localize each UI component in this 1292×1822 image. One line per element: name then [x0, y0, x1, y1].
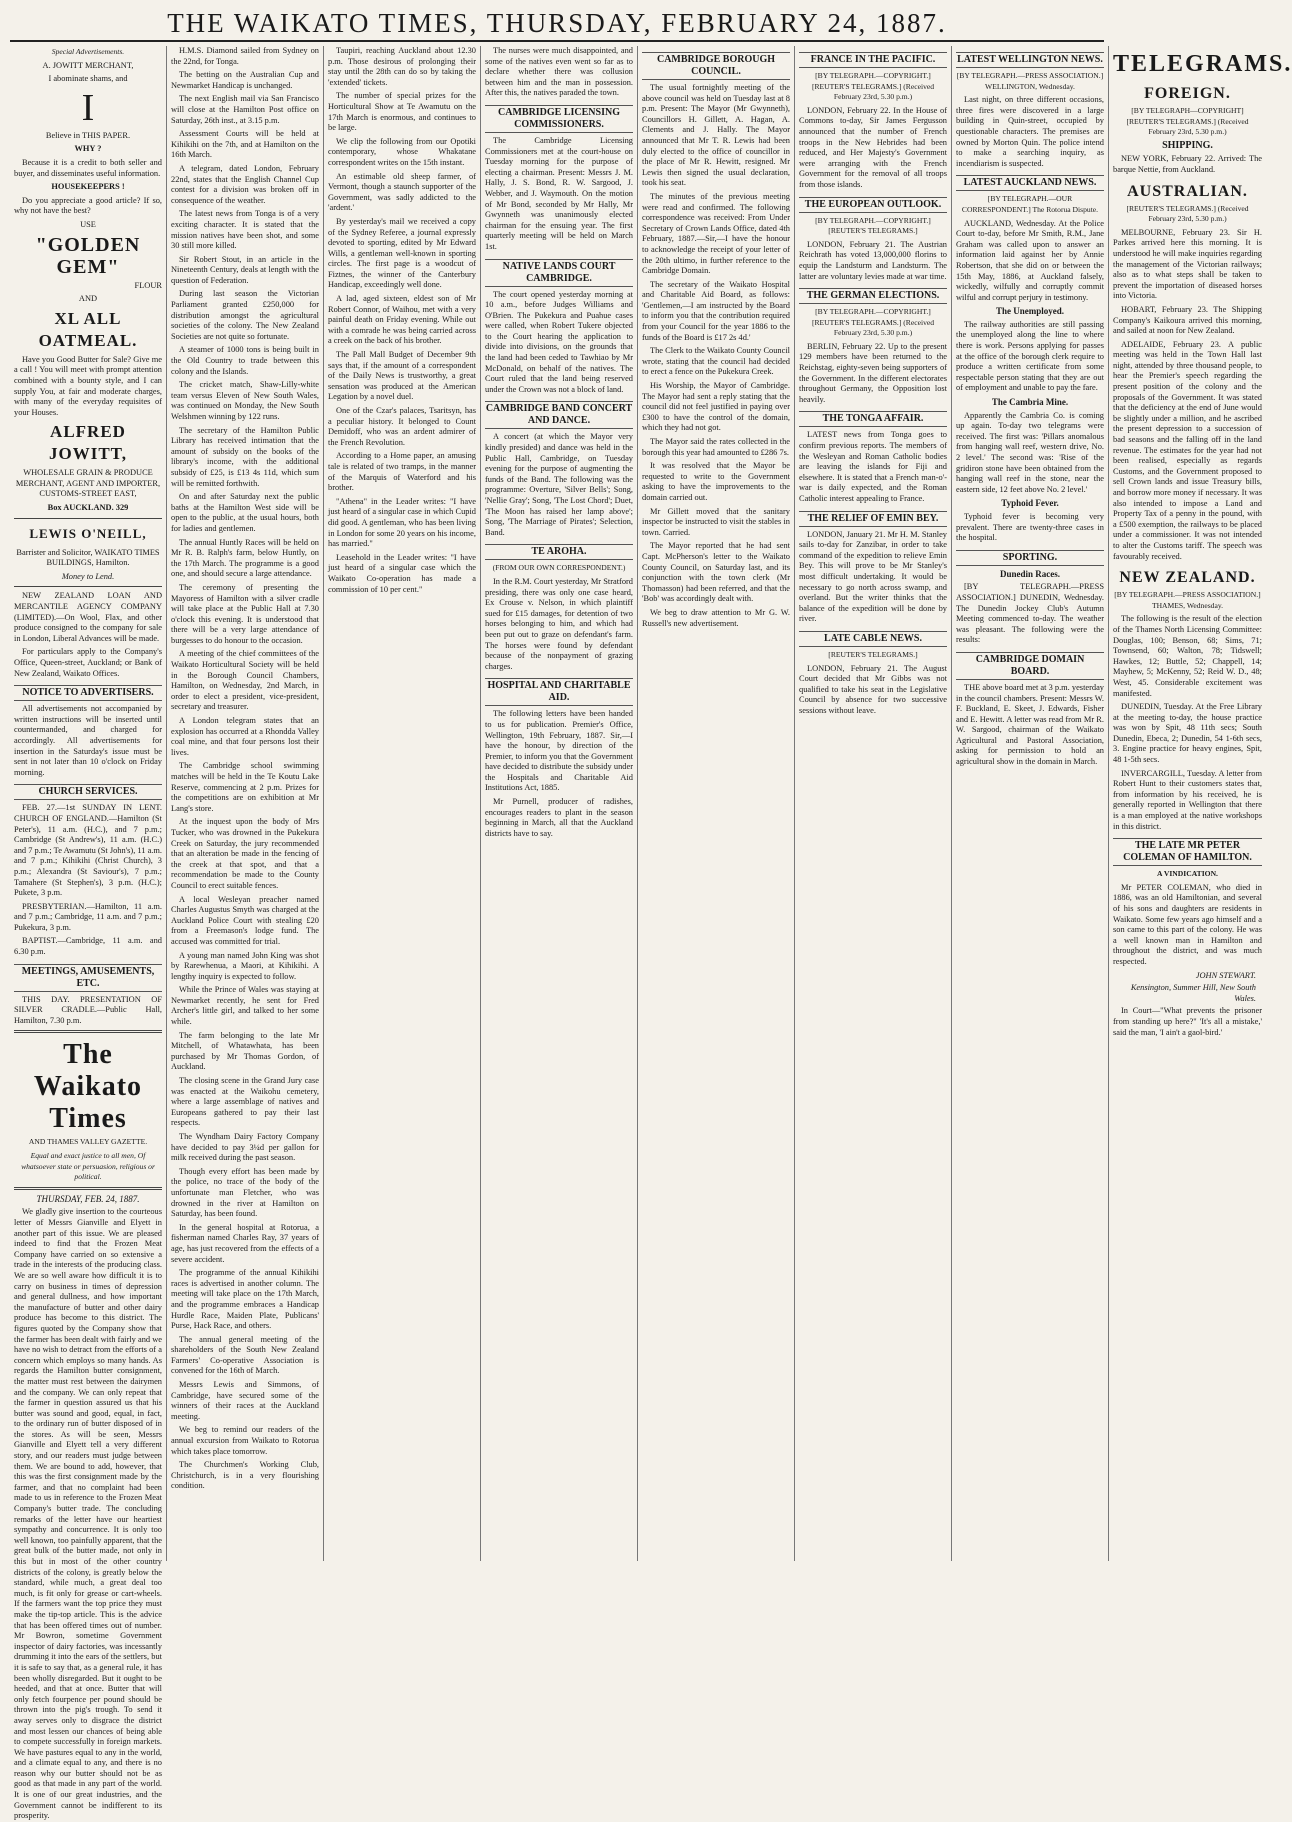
church-text: FEB. 27.—1st SUNDAY IN LENT. CHURCH OF ENGLAND.—Hamilton (St Peter's), 11 a.m. (H.C.), and 7 p.m.; Cambridge (St Andrew's), 11 a.m. (H.C.) and 7 p.m.; Te Awamutu (St John's), 11 a.m. and 7 p.m.; Kihikihi (Christ Church), 3 p.m.; Alexandra (St Saviour's), 7 p.m.; Tamahere (St Stephen's), 3 p.m. (H.C.); Pukete, 3 p.m.: [14, 803, 162, 898]
column-6: [795, 46, 952, 1561]
waikato-county: The Clerk to the Waikato County Council wrote, stating that the council had decided to erect a fence on the Pukekura Creek.: [642, 346, 790, 377]
nz-loan-ad: NEW ZEALAND LOAN AND MERCANTILE AGENCY COMPANY (LIMITED).—On Wool, Flax, and other produce consigned to the company for sale in London, Liberal Advances will be made.: [14, 591, 162, 643]
te-aroha-heading: TE AROHA.: [485, 544, 633, 560]
column-1: [10, 46, 167, 1821]
relief-article: LONDON, January 21. Mr H. M. Stanley sails to-day for Zanzibar, in order to take command of the expedition to relieve Emin Bey. This will prove to be Mr Stanley's most difficult undertaking. It would be necessary to go north across swamp, and overland. But the writer thinks that the balance of the expedition will be done by river.: [799, 529, 947, 624]
news-item: We clip the following from our Opotiki contemporary, whose Whakatane correspondent writes on the 15th instant.: [328, 136, 476, 167]
relief-heading: THE RELIEF OF EMIN BEY.: [799, 511, 947, 527]
news-item: The next English mail via San Francisco will close at the Hamilton Post office on Saturday, 26th inst., at 3.15 p.m.: [171, 94, 319, 125]
late-cable-article: LONDON, February 21. The August Court decided that Mr Gibbs was not qualified to take his seat in the Legislative Council by absence for two successive sessions without leave.: [799, 663, 947, 715]
news-item: Mr Purnell, producer of radishes, encourages readers to plant in the season beginning in March, all that the Auckland districts have to say.: [485, 797, 633, 838]
and-line: AND: [78, 294, 98, 304]
column-3: [324, 46, 481, 1561]
column-8: [1109, 46, 1292, 1561]
health-item: Mr Gillett moved that the sanitary inspector be instructed to visit the stables in town. Carried.: [642, 506, 790, 537]
church-heading: CHURCH SERVICES.: [14, 784, 162, 800]
shipping-article: NEW YORK, February 22. Arrived: The barque Nettie, from Auckland.: [1113, 154, 1262, 174]
foreign-heading: FOREIGN.: [1144, 85, 1231, 102]
licensing-heading: CAMBRIDGE LICENSING COMMISSIONERS.: [485, 105, 633, 133]
news-item: The betting on the Australian Cup and Newmarket Handicap is unchanged.: [171, 70, 319, 90]
paper-title: The Waikato Times: [33, 1039, 143, 1135]
invercargill-article: INVERCARGILL, Tuesday. A letter from Robert Hunt to their customers states that, from information by his received, he is generally reported in Wellington that there is a man employed at the native workshops in this district.: [1113, 768, 1262, 831]
news-item: An estimable old sheep farmer, of Vermont, though a staunch supporter of the Government, was sadly addicted to the 'ardent.': [328, 171, 476, 213]
news-item: H.M.S. Diamond sailed from Sydney on the 22nd, for Tonga.: [171, 46, 319, 66]
australian-heading: AUSTRALIAN.: [1127, 182, 1248, 200]
news-item: We beg to remind our readers of the annual excursion from Waikato to Rotorua which takes place tomorrow.: [171, 1425, 319, 1456]
nz-loan-ad-2: For particulars apply to the Company's Office, Queen-street, Auckland; or Bank of New Zealand, Waikato Offices.: [14, 647, 162, 678]
thames-article: The following is the result of the election of the Thames North Licensing Committee: Douglas, 100; Benson, 68; Sims, 71; Townsend, 60; Walton, 78; Tidswell; Hawkes, 12; Buttle, 52; Chappell, 14; Mayhew, 5; McKenny, 52; Reid W. D., 48; West, 45. Considerable excitement was manifested.: [1113, 614, 1262, 698]
borough-article: The usual fortnightly meeting of the above council was held on Tuesday last at 8 p.m. Present: The Mayor (Mr Gwynneth), Councillors H. Gillett, A. Hagan, A. Clements and J. Hally. The Mayor announced that Mr T. R. Lewis had been duly elected to the office of councillor in the place of Mr R. Hewitt, resigned. Mr Lewis then signed the usual declaration, took his seat.: [642, 83, 790, 188]
column-2: [167, 46, 324, 1561]
german-sub: [BY TELEGRAPH.—COPYRIGHT.] [REUTER'S TELEGRAMS.] (Received February 23rd, 5.30 p.m.): [811, 307, 935, 338]
cambria-heading: The Cambria Mine.: [991, 397, 1069, 408]
butter-text: Have you Good Butter for Sale? Give me a call ! You will meet with prompt attention combined with a bounty style, and I can supply You, at fair and moderate charges, with many of the everyday requisites of your Houses.: [14, 354, 162, 417]
dunedin-heading: Dunedin Races.: [999, 568, 1060, 579]
divider: [14, 518, 162, 519]
nottingham-item: It was resolved that the Mayor be requested to write to the Government asking to have the improvements to the domain carried out.: [642, 461, 790, 502]
meetings-text: THIS DAY. PRESENTATION OF SILVER CRADLE.—Public Hall, Hamilton, 7.30 p.m.: [14, 994, 162, 1025]
news-item: Messrs Lewis and Simmons, of Cambridge, have secured some of the winners of their races at the Auckland meeting.: [171, 1380, 319, 1421]
correspondence: The minutes of the previous meeting were read and confirmed. The following correspondence was received: From Under Secretary of Crown Lands Office, dated 4th February, 1887.—Sir,—I have the honour to acknowledge the receipt of your letter of the 20th ultimo, in further reference to the Cambridge Domain.: [642, 191, 790, 276]
hospital-heading: HOSPITAL AND CHARITABLE AID.: [485, 678, 633, 706]
wellington-heading: LATEST WELLINGTON NEWS.: [956, 52, 1104, 68]
column-5: [638, 46, 795, 1561]
news-item: The Cambridge school swimming matches will be held in the Te Koutu Lake Reserve, commencing at 2 p.m. Prizes for the competitions are on exhibition at Mr Lang's store.: [171, 761, 319, 813]
news-item: On and after Saturday next the public baths at the Hamilton West side will be open to the public, at the usual hours, both for ladies and gentlemen.: [171, 492, 319, 533]
jowitt-line: A. JOWITT MERCHANT,: [42, 60, 134, 70]
columns: [10, 46, 1292, 1821]
news-item: Leasehold in the Leader writes: "I have just heard of a singular case which the Waikato Co-operation has made a commission of 10 per cent.": [328, 552, 476, 594]
news-item: "Athena" in the Leader writes: "I have just heard of a singular case in which Cupid did good. A gentleman, who has been living in London for some 20 years on his income, has married.": [328, 496, 476, 549]
tonga-heading: THE TONGA AFFAIR.: [799, 411, 947, 427]
melbourne-article: MELBOURNE, February 23. Sir H. Parkes arrived here this morning. It is understood he will make inquiries regarding the management of the Victorian railways; also as to what steps shall be taken to prevent the importation of diseased horses into Victoria.: [1113, 227, 1262, 301]
golden-gem: "GOLDEN GEM": [35, 233, 141, 278]
vindication-heading: A VINDICATION.: [1157, 869, 1218, 879]
european-heading: THE EUROPEAN OUTLOOK.: [799, 197, 947, 213]
domain-article: THE above board met at 3 p.m. yesterday in the council chambers. Present: Messrs W. F. Buckland, E. Skeet, J. Edwards, Fisher and E. Hewitt. A letter was read from Mr R. W. Sargood, chairman of the Waikato Agricultural and Pastoral Association, asking for permission to hold an agricultural show in the domain in March.: [956, 682, 1104, 767]
news-item: The number of special prizes for the Horticultural Show at Te Awamutu on the 17th March is enormous, and continues to be large.: [328, 91, 476, 133]
european-article: LONDON, February 21. The Austrian Reichrath has voted 13,000,000 florins to equip the Landsturm and Landsturm. The latter are voluntary levies made at war time.: [799, 239, 947, 281]
notice-text: All advertisements not accompanied by written instructions will be inserted until countermanded, and charged for accordingly. All advertisements for insertion in the Saturday's issue must be sent in not later than 10 o'clock on Friday morning.: [14, 704, 162, 777]
closing-item: In Court—"What prevents the prisoner from standing up here?" 'It's all a mistake,' said the man, 'I ain't a gaol-bird.': [1113, 1006, 1262, 1037]
news-item: The ceremony of presenting the Mayoress of Hamilton with a silver cradle will take place at the Public Hall at 7.30 o'clock this evening. It is understood that there will be a very large attendance of burgesses to do honour to the occasion.: [171, 582, 319, 645]
european-sub: [BY TELEGRAPH.—COPYRIGHT.] [REUTER'S TELEGRAMS.]: [815, 215, 931, 236]
news-item: A London telegram states that an explosion has occurred at a Rhondda Valley coal mine, and that four persons lost their lives.: [171, 716, 319, 757]
france-article: LONDON, February 22. In the House of Commons to-day, Sir James Fergusson announced that the number of French troops in the New Hebrides had been reduced, and Her Majesty's Government were arranging with the French Government for the removal of all troops from those islands.: [799, 105, 947, 189]
news-item: The Pall Mall Budget of December 9th says that, if the amount of a correspondent of the Daily News is trustworthy, a great sensation was produced at the American Legation by a novel duel.: [328, 350, 476, 402]
news-item: The annual general meeting of the shareholders of the South New Zealand Farmers' Co-operative Association is convened for the 16th of March.: [171, 1334, 319, 1376]
wellington-sub: [BY TELEGRAPH.—PRESS ASSOCIATION.] WELLINGTON, Wednesday.: [956, 71, 1104, 91]
news-item: A young man named John King was shot by Rarewhenua, a Maori, at Kihikihi. A lengthy inquiry is expected to follow.: [171, 950, 319, 981]
housekeepers: HOUSEKEEPERS !: [51, 182, 125, 192]
news-item: At the inquest upon the body of Mrs Tucker, who was drowned in the Pukekura Creek on Saturday, the jury recommended that an alteration be made in the fencing of the creek at that spot, and that a recommendation be made to the County Council to erect suitable fences.: [171, 817, 319, 890]
hospital-article: The following letters have been handed to us for publication. Premier's Office, Wellington, 19th February, 1887. Sir,—I have the honour, by direction of the Premier, to inform you that the Government have decided to distribute the subsidy under the Hospitals and Charitable Aid Institutions Act, 1885.: [485, 709, 633, 793]
news-item: The cricket match, Shaw-Lilly-white team versus Eleven of New South Wales, was continued on Monday, the New South Welshmen winning by 122 runs.: [171, 380, 319, 421]
closing-item: We beg to draw attention to Mr G. W. Russell's new advertisement.: [642, 607, 790, 628]
news-item: A steamer of 1000 tons is being built in the Old Country to trade between this colony and the Islands.: [171, 345, 319, 376]
paper-subtitle: AND THAMES VALLEY GAZETTE.: [28, 1137, 148, 1147]
news-item: A telegram, dated London, February 22nd, states that the English Channel Cup contest for a division was broken off in consequence of the weather.: [171, 163, 319, 205]
news-item: According to a Home paper, an amusing tale is related of two tramps, in the manner of the Marquis of Waterford and his brother.: [328, 451, 476, 493]
special-ads-heading: Special Advertisements.: [51, 47, 125, 56]
shipping-heading: SHIPPING.: [1162, 139, 1213, 151]
news-item: While the Prince of Wales was staying at Newmarket recently, he sent for Fred Archer's little girl, and talked to her some while.: [171, 985, 319, 1027]
te-aroha-article: In the R.M. Court yesterday, Mr Stratford presiding, there was only one case heard, Ex Crouse v. Nelson, in which plaintiff sued for £15 damages, for detention of two horses belonging to him, and which had been put out to graze on defendant's farm. The horses were found by defendant because of the nonpayment of grazing charges.: [485, 576, 633, 671]
sporting-heading: SPORTING.: [956, 550, 1104, 566]
news-item: The nurses were much disappointed, and some of the natives even went so far as to declare whether there was collusion between him and the man in possession. After this, the natives paraded the town.: [485, 46, 633, 98]
news-item: The programme of the annual Kihikihi races is advertised in another column. The meeting will take place on the 17th March, and the programme embraces a Handicap Hurdle Race, Maiden Plate, Publicans' Purse, Hack Race, and others.: [171, 1268, 319, 1331]
france-sub: [BY TELEGRAPH.—COPYRIGHT.] [REUTER'S TELEGRAMS.] (Received February 23rd, 5.30 p.m.): [811, 71, 935, 102]
news-item: By yesterday's mail we received a copy of the Sydney Referee, a journal expressly devoted to sporting, edited by Mr Edward Wills, a gentleman well-known in sporting circles. The first page is a woodcut of Fiztnes, the winner of the Canterbury Handicap, exceedingly well done.: [328, 216, 476, 290]
australian-sub: [REUTER'S TELEGRAMS.] (Received February 23rd, 5.30 p.m.): [1126, 203, 1249, 224]
column-7: [952, 46, 1109, 1561]
domain-heading: CAMBRIDGE DOMAIN BOARD.: [956, 652, 1104, 680]
alfred-jowitt: ALFRED JOWITT,: [48, 422, 127, 464]
news-item: Though every effort has been made by the police, no trace of the body of the unfortunate man Fletcher, who was drowned in the river at Hamilton on Saturday, has been found.: [171, 1166, 319, 1219]
wellington-article: Last night, on three different occasions, three fires were discovered in a large building in Quin-street, occupied by questionable characters. The premises are owned by Morton Quin. The police intend to make a searching inquiry, as incendiarism is suspected.: [956, 95, 1104, 168]
late-cable-heading: LATE CABLE NEWS.: [799, 631, 947, 647]
column-4: [481, 46, 638, 1561]
native-lands-heading: NATIVE LANDS COURT CAMBRIDGE.: [485, 259, 633, 287]
box-line: Box AUCKLAND. 329: [47, 503, 129, 513]
divider: [14, 1030, 162, 1033]
news-item: A meeting of the chief committees of the Waikato Horticultural Society will be held in the Borough Council Chambers, Hamilton, on Wednesday, 2nd March, in order to elect a president, vice-president, secretary and treasurer.: [171, 649, 319, 712]
nz-heading: NEW ZEALAND.: [1119, 569, 1256, 587]
news-item: The Wyndham Dairy Factory Company have decided to pay 3¼d per gallon for milk received during the past season.: [171, 1132, 319, 1163]
adelaide-article: ADELAIDE, February 23. A public meeting was held in the Town Hall last night, attended by three thousand people, to hear the Premier's speech regarding the present position of the colony and the proposals of the Government. It was stated that the deficiency at the end of June would be slightly under a million, and he ascribed the present depression to a succession of bad seasons and the falling off in the land revenue. The estimates for the year had not been realised, especially as regards Customs, and the Government proposed to sell Crown lands and issue Treasury bills, and borrow more money if necessary. It was also intended to impose a Land and Property Tax of a penny in the pound, with a £500 exemption, the railways to be placed under a commissioner. It was not intended to alter the Customs tariff. The speech was favourably received.: [1113, 339, 1262, 561]
flour-line: FLOUR: [134, 280, 162, 290]
news-item: The closing scene in the Grand Jury case was enacted at the Waikohu cemetery, where a large assemblage of natives and Europeans gathered to pay their last respects.: [171, 1076, 319, 1128]
news-item: Sir Robert Stout, in an article in the Nineteenth Century, deals at length with the question of Federation.: [171, 254, 319, 285]
signature: JOHN STEWART.: [1195, 970, 1256, 980]
foreign-sub: [BY TELEGRAPH—COPYRIGHT] [REUTER'S TELEGRAMS.] (Received February 23rd, 5.30 p.m.): [1126, 106, 1249, 137]
auckland-heading: LATEST AUCKLAND NEWS.: [956, 175, 1104, 191]
alfred-sub: WHOLESALE GRAIN & PRODUCE MERCHANT, AGENT AND IMPORTER, CUSTOMS-STREET EAST,: [15, 468, 161, 499]
church-text-2: PRESBYTERIAN.—Hamilton, 11 a.m. and 7 p.m.; Cambridge, 11 a.m. and 7 p.m.; Pukekura, 3 p.m.: [14, 901, 162, 932]
native-lands-article: The court opened yesterday morning at 10 a.m., before Judges Williams and O'Brien. The Pukekura and Puahue cases were called, when Robert Tukere objected to the Court hearing the application to divide into divisions, on the grounds that the land had been ceded to Tawhiao by Mr McDonald, on behalf of the natives. The Court ruled that the land being reserved under the Crown was not a block of land.: [485, 289, 633, 394]
use-line: USE: [80, 219, 96, 229]
why-text: Because it is a credit to both seller and buyer, and disseminates useful information.: [14, 157, 162, 178]
motto: Equal and exact justice to all men, Of whatsoever state or persuasion, religious or political.: [21, 1151, 155, 1182]
money-line: Money to Lend.: [61, 571, 115, 581]
housekeepers-text: Do you appreciate a good article? If so, why not have the best?: [14, 195, 162, 216]
cambria-article: Apparently the Cambria Co. is coming up again. To-day two telegrams were received. The first was: 'Pillars anomalous from hanging wall reef, western drive, No. 2 level.' The second was: 'Rise of the gridiron stone have been obtained from the hanging wall reef in the stone, near the eastern side, 12 feet above No. 2 level.': [956, 410, 1104, 494]
news-item: The secretary of the Hamilton Public Library has received intimation that the amount of subsidy on the books of the library's income, with the additional subsidy of £25, is £13 4s 11d, which sum will be remitted forthwith.: [171, 425, 319, 488]
news-item: A lad, aged sixteen, eldest son of Mr Robert Connor, of Waihou, met with a very painful death on Friday evening. While out with a comrade he was being carried across a creek on the back of his brother.: [328, 294, 476, 346]
lewis-sub: Barrister and Solicitor, WAIKATO TIMES BUILDINGS, Hamilton.: [16, 547, 160, 568]
hospital-board: The secretary of the Waikato Hospital and Charitable Aid Board, as follows: 'Gentlemen,—I am instructed by the Board to inform you that the contribution required from your Council for the year 1886 to the funds of the Board is £17 2s 4d.': [642, 279, 790, 342]
german-article: BERLIN, February 22. Up to the present 129 members have been returned to the Reichstag, eighty-seven being supporters of the Government. In the different electorates throughout Germany, the Opposition lost heavily.: [799, 341, 947, 404]
france-heading: FRANCE IN THE PACIFIC.: [799, 52, 947, 68]
unemployed-heading: The Unemployed.: [995, 306, 1064, 317]
auckland-article: AUCKLAND, Wednesday. At the Police Court to-day, before Mr Smith, R.M., Jane Graham was called upon to answer an information laid against her by Annie Robertson, that she did on or between the 15th May, 1886, at Auckland falsely, wickedly, wilfully and corruptly commit wilful and corrupt perjury in testimony.: [956, 218, 1104, 302]
big-i: I: [81, 86, 95, 129]
news-item: Taupiri, reaching Auckland about 12.30 p.m. Those desirous of prolonging their stay until the 28th can do so by taking the 'extended' tickets.: [328, 46, 476, 87]
signature-place: Kensington, Summer Hill, New South Wales.: [1130, 983, 1256, 1003]
coleman-article: Mr PETER COLEMAN, who died in 1886, was an old Hamiltonian, and several of his sons and daughters are residents in Waikato. Some few years ago himself and a son came to this part of the colony. He was a well known man in Hamilton and throughout the district, and was much respected.: [1113, 882, 1262, 966]
typhoid-article: Typhoid fever is becoming very prevalent. There are twenty-three cases in the hospital.: [956, 511, 1104, 543]
te-aroha-sub: (FROM OUR OWN CORRESPONDENT.): [492, 563, 626, 573]
news-item: A local Wesleyan preacher named Charles Augustus Smyth was charged at the Auckland Police Court with stealing £20 from a Freemason's lodge fund. The accused was committed for trial.: [171, 894, 319, 946]
news-item: Assessment Courts will be held at Kihikihi on the 7th, and at Hamilton on the 16th March.: [171, 129, 319, 160]
lewis-oneill: LEWIS O'NEILL,: [29, 525, 147, 541]
late-cable-sub: [REUTER'S TELEGRAMS.]: [828, 649, 918, 659]
xl-oatmeal: XL ALL OATMEAL.: [38, 308, 138, 350]
church-text-3: BAPTIST.—Cambridge, 11 a.m. and 6.30 p.m.: [14, 936, 162, 957]
abominate-line: I abominate shams, and: [48, 74, 128, 84]
coleman-heading: THE LATE MR PETER COLEMAN OF HAMILTON.: [1113, 838, 1262, 866]
divider: [14, 586, 162, 587]
band-concert-heading: CAMBRIDGE BAND CONCERT AND DANCE.: [485, 401, 633, 429]
news-item: The Churchmen's Working Club, Christchurch, is in a very flourishing condition.: [171, 1460, 319, 1491]
german-heading: THE GERMAN ELECTIONS.: [799, 288, 947, 304]
borough-heading: CAMBRIDGE BOROUGH COUNCIL.: [642, 52, 790, 80]
hobart-article: HOBART, February 23. The Shipping Company's Kaikoura arrived this morning, and sailed at noon for New Zealand.: [1113, 304, 1262, 336]
masthead: THE WAIKATO TIMES, THURSDAY, FEBRUARY 24, 1887.: [10, 6, 1104, 42]
news-item: During last season the Victorian Parliament granted £250,000 for distribution amongst the agricultural societies of the colony. The New Zealand Societies are not quite so fortunate.: [171, 289, 319, 341]
news-item: In the general hospital at Rotorua, a fisherman named Charles Ray, 37 years of age, has just recovered from the effects of a severe accident.: [171, 1222, 319, 1264]
rates-item: The Mayor said the rates collected in the borough this year had amounted to £286 7s.: [642, 437, 790, 457]
news-item: One of the Czar's palaces, Tsaritsyn, has a peculiar history. It belonged to Count Demidoff, who was an ardent admirer of the French Revolution.: [328, 406, 476, 447]
mayor-item: His Worship, the Mayor of Cambridge. The Mayor had sent a reply stating that the council did not feel justified in paying over £300 to have the control of the domain, which they had not got.: [642, 381, 790, 433]
dunedin-nz-article: DUNEDIN, Tuesday. At the Free Library at the meeting to-day, the house practice was won by Spit, 48 11th secs; South Dunedin, Ebeca, 2; Dunedin, 54 1-6th secs, 3. Engine practice for heavy engines, Spit, 48 1-5th secs.: [1113, 702, 1262, 765]
why-line: WHY ?: [74, 144, 102, 154]
auckland-sub: [BY TELEGRAPH.—OUR CORRESPONDENT.] The Rotorua Dispute.: [961, 194, 1099, 214]
gas-item: The Mayor reported that he had sent Capt. McPherson's letter to the Waikato County Council, on Saturday last, and its conjunction with the town clerk (Mr Thomasson) had been referred, and that the 'Bob' was accordingly dealt with.: [642, 541, 790, 604]
licensing-article: The Cambridge Licensing Commissioners met at the court-house on Tuesday morning for the purpose of electing a chairman. Present: Messrs J. M. Hally, J. S. Bond, R. W. Sargood, J. Webber, and J. Waymouth. On the motion of Mr Bond, seconded by Mr Hally, Mr Gwynneth was unanimously elected chairman for the ensuing year. The first quarterly meeting will be held on March 1st.: [485, 135, 633, 251]
news-item: The farm belonging to the late Mr Mitchell, of Whatawhata, has been purchased by Mr Thomas Gordon, of Auckland.: [171, 1030, 319, 1072]
date-line: THURSDAY, FEB. 24, 1887.: [36, 1193, 140, 1204]
leader-article: We gladly give insertion to the courteous letter of Messrs Gianville and Elyett in another part of this issue. We are pleased indeed to find that the Frozen Meat Company have carried on so extensive a trade in the interests of the producing class. We are so well aware how difficult it is to carry on business in times of depression and general dullness, and how important the manufacture of butter and other dairy produce has become to this district. The figures quoted by the Company show that the farmer has been dealt with fairly and we have no wish to detract from the efforts of a concern which employs so many hands. As regards the Hamilton butter consignment, the matter must rest between the dairymen and the company. We can only repeat that the farmer in question assured us that his butter was sound and good, equal, in fact, to the ordinary run of butter disposed of in the stores. As will be seen, Messrs Gianville and Elyett tell a very different story, and our readers must judge between them. We are bound to add, however, that this was the first consignment made by the farmer, and that no complaint had been made to us in reference to the Frozen Meat Company's butter trade. The concluding remarks of the letter have our heartiest sympathy and concurrence. It is only too well known, too painfully apparent, that the great bulk of the butter made, not only in this but in most of the other country districts of the colony, is greatly below the standard, while much, a great deal too much, is fit only for grease or cart-wheels. If the farmers want the top price they must make the tip-top article. This is the advice that has been offered times out of number. Mr Bowron, sometime Government inspector of dairy factories, was incessantly drumming it into the ears of the settlers, but it is safe to say that, as a general rule, it has been wholly disregarded. But it ought to be heeded, and that at once. Butter that will only fetch fourpence per pound should be thrown into the pig's trough. To send it away serves only to disgrace the district and most lessen our chances of being able to compete successfully in foreign markets. We have pastures equal to any in the world, and a climate equal to any, and there is no reason why our butter should not be as good as that made in any part of the world. It is one of our great industries, and the Government cannot be indifferent to its prosperity.: [14, 1207, 162, 1821]
telegrams-heading: TELEGRAMS.: [1113, 51, 1292, 77]
band-concert-article: A concert (at which the Mayor very kindly presided) and dance was held in the Public Hall, Cambridge, on Tuesday evening for the purpose of augmenting the funds of the Band. The following was the programme: Overture, 'Silver Bells'; Song, 'Nellie Gray'; Song, 'The Lost Chord'; Duet, 'The Moon has raised her lamp above'; Song, 'The Marriage of Pirates'; Selection, Band.: [485, 432, 633, 537]
nz-sub: [BY TELEGRAPH.—PRESS ASSOCIATION.] THAMES, Wednesday.: [1114, 590, 1261, 610]
tonga-article: LATEST news from Tonga goes to confirm previous reports. The members of the Wesleyan and Roman Catholic bodies are leaving the islands for Fiji and elsewhere. It is stated that a French man-o'-war is daily expected, and the Roman Catholic interest appealing to France.: [799, 430, 947, 503]
divider: [14, 1187, 162, 1190]
typhoid-heading: Typhoid Fever.: [1001, 498, 1059, 509]
news-item: The annual Huntly Races will be held on Mr R. B. Ralph's farm, below Huntly, on the 17th March. The programme is a good one, and should secure a large attendance.: [171, 537, 319, 579]
dunedin-article: [BY TELEGRAPH.—PRESS ASSOCIATION.] DUNEDIN, Wednesday. The Dunedin Jockey Club's Autumn Meeting commenced to-day. The weather was pleasant. The following were the results:: [956, 582, 1104, 645]
news-item: The latest news from Tonga is of a very exciting character. It is stated that the mission natives have been shot, and some 30 still more killed.: [171, 209, 319, 251]
meetings-heading: MEETINGS, AMUSEMENTS, ETC.: [14, 964, 162, 992]
believe-line: Believe in THIS PAPER.: [45, 130, 131, 140]
notice-heading: NOTICE TO ADVERTISERS.: [14, 685, 162, 701]
unemployed-article: The railway authorities are still passing the unemployed along the line to where there is work. Persons applying for passes at the office of the borough clerk require to produce a written certificate from some respectable person stating that they are out of employment and unable to pay the fare.: [956, 319, 1104, 393]
